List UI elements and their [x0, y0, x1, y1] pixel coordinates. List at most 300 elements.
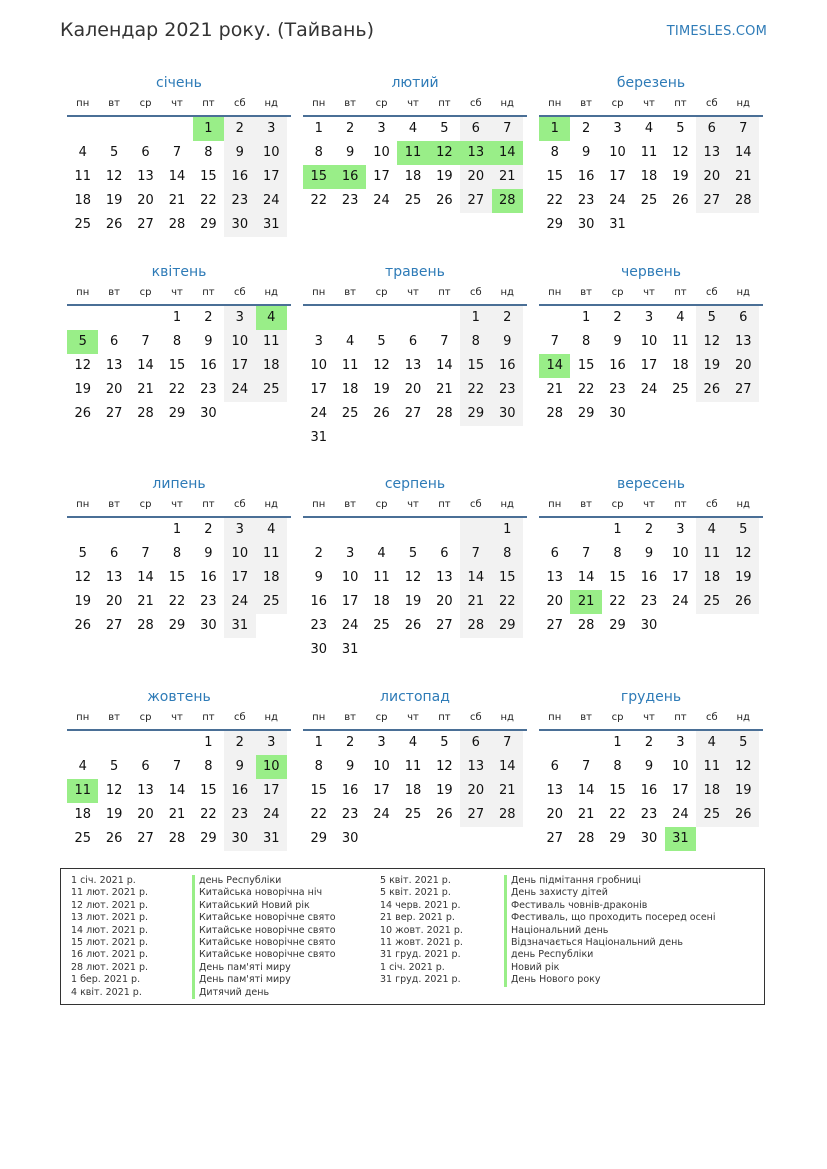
day-cell: 24 [256, 803, 287, 827]
day-cell: 6 [141, 759, 150, 774]
day-cell: 3 [224, 518, 255, 542]
legend-date: 21 вер. 2021 р. [380, 912, 455, 924]
empty-cell [98, 731, 129, 755]
day-cell: 1 [539, 117, 570, 141]
day-cell: 28 [137, 618, 154, 633]
weekday-label: пт [202, 98, 215, 109]
days-grid [539, 306, 763, 426]
weekday-label: ср [611, 499, 624, 510]
day-cell: 13 [696, 141, 727, 165]
day-cell: 5 [440, 735, 449, 750]
day-cell: 5 [676, 121, 685, 136]
day-cell: 23 [341, 193, 359, 208]
weekday-label: вт [580, 98, 592, 109]
day-cell: 22 [609, 807, 626, 822]
day-cell: 4 [676, 310, 685, 325]
weekday-label: нд [500, 712, 514, 723]
weekday-label: чт [171, 712, 183, 723]
holiday-legend [60, 868, 765, 1005]
day-cell: 14 [577, 783, 595, 798]
day-cell: 22 [200, 807, 217, 822]
day-cell: 9 [345, 145, 355, 160]
weekday-label: ср [375, 287, 388, 298]
day-cell: 15 [609, 570, 626, 585]
day-cell: 4 [644, 121, 654, 136]
day-cell: 19 [672, 169, 689, 184]
day-cell: 12 [373, 358, 390, 373]
month-name: лютий [391, 75, 439, 91]
month-name: липень [152, 476, 206, 492]
day-cell: 30 [224, 827, 255, 851]
weekday-label: чт [171, 499, 183, 510]
day-cell: 28 [577, 618, 595, 633]
day-cell: 21 [460, 590, 491, 614]
day-cell: 10 [341, 570, 359, 585]
month-name: жовтень [147, 689, 211, 705]
day-cell: 17 [373, 783, 390, 798]
day-cell: 9 [644, 546, 654, 561]
month-block [303, 687, 527, 851]
day-cell: 22 [546, 193, 563, 208]
weekday-label: чт [171, 98, 183, 109]
day-cell: 19 [105, 807, 123, 822]
day-cell: 11 [696, 755, 727, 779]
day-cell: 27 [460, 803, 491, 827]
empty-cell [67, 306, 98, 330]
weekday-label: вт [108, 287, 120, 298]
day-cell: 18 [404, 169, 422, 184]
weekday-label: пн [548, 499, 562, 510]
day-cell: 25 [74, 831, 91, 846]
days-grid [303, 731, 527, 851]
month-block [67, 474, 291, 638]
day-cell: 2 [613, 310, 622, 325]
day-cell: 23 [310, 618, 327, 633]
day-cell: 24 [310, 406, 327, 421]
weekday-label: сб [233, 499, 246, 510]
day-cell: 29 [546, 217, 563, 232]
day-cell: 31 [609, 217, 626, 232]
day-cell: 24 [341, 618, 359, 633]
day-cell: 8 [172, 334, 182, 349]
day-cell: 14 [137, 358, 154, 373]
day-cell: 4 [377, 546, 386, 561]
day-cell: 24 [224, 590, 255, 614]
day-cell: 23 [224, 189, 255, 213]
weekday-label: пн [312, 499, 326, 510]
legend-date: 11 лют. 2021 р. [71, 887, 148, 899]
day-cell: 13 [460, 755, 491, 779]
day-cell: 4 [696, 731, 727, 755]
day-cell: 7 [440, 334, 449, 349]
day-cell: 24 [373, 193, 390, 208]
legend-holiday-name: День підмітання гробниці [504, 875, 716, 887]
day-cell: 13 [546, 570, 563, 585]
day-cell: 7 [728, 117, 759, 141]
empty-cell [397, 518, 428, 542]
weekday-label: вт [108, 98, 120, 109]
day-cell: 15 [168, 358, 186, 373]
day-cell: 29 [168, 406, 186, 421]
legend-holiday-name: Національний день [504, 925, 716, 937]
day-cell: 10 [256, 755, 287, 779]
day-cell: 12 [105, 783, 123, 798]
month-name: вересень [616, 476, 686, 492]
day-cell: 3 [224, 306, 255, 330]
weekday-label: ср [611, 98, 624, 109]
day-cell: 10 [373, 145, 390, 160]
day-cell: 10 [672, 759, 689, 774]
day-cell: 18 [373, 594, 390, 609]
weekday-label: пн [76, 98, 90, 109]
day-cell: 23 [577, 193, 595, 208]
day-cell: 24 [640, 382, 658, 397]
day-cell: 13 [728, 330, 759, 354]
day-cell: 6 [109, 334, 119, 349]
month-name: травень [385, 264, 445, 280]
legend-holiday-name: Дитячий день [192, 987, 336, 999]
weekday-label: пт [674, 499, 687, 510]
day-cell: 22 [168, 594, 186, 609]
legend-date: 1 бер. 2021 р. [71, 974, 141, 986]
day-cell: 1 [581, 310, 591, 325]
day-cell: 16 [640, 570, 658, 585]
day-cell: 24 [256, 189, 287, 213]
empty-cell [303, 306, 334, 330]
weekday-label: вт [108, 499, 120, 510]
day-cell: 27 [436, 618, 453, 633]
day-cell: 9 [581, 145, 591, 160]
weekday-label: нд [736, 712, 750, 723]
day-cell: 1 [460, 306, 491, 330]
day-cell: 6 [460, 731, 491, 755]
day-cell: 25 [256, 378, 287, 402]
day-cell: 30 [609, 406, 626, 421]
weekday-label: ср [375, 712, 388, 723]
day-cell: 13 [404, 358, 422, 373]
day-cell: 7 [492, 731, 523, 755]
legend-names-left [192, 875, 336, 999]
weekday-label: нд [736, 287, 750, 298]
month-name: серпень [384, 476, 446, 492]
day-cell: 6 [696, 117, 727, 141]
day-cell: 18 [256, 354, 287, 378]
day-cell: 27 [105, 618, 123, 633]
day-cell: 17 [672, 570, 689, 585]
day-cell: 21 [436, 382, 453, 397]
day-cell: 10 [224, 542, 255, 566]
legend-holiday-name: День захисту дітей [504, 887, 716, 899]
day-cell: 17 [640, 358, 658, 373]
legend-holiday-name: день Республіки [504, 949, 716, 961]
day-cell: 7 [141, 334, 150, 349]
day-cell: 17 [609, 169, 626, 184]
day-cell: 1 [492, 518, 523, 542]
day-cell: 16 [200, 358, 217, 373]
day-cell: 30 [200, 618, 217, 633]
day-cell: 2 [345, 735, 355, 750]
day-cell: 6 [141, 145, 150, 160]
day-cell: 18 [640, 169, 658, 184]
weekday-label: сб [705, 712, 718, 723]
month-block [67, 687, 291, 851]
empty-cell [460, 518, 491, 542]
day-cell: 28 [137, 406, 154, 421]
day-cell: 19 [74, 382, 91, 397]
day-cell: 25 [404, 807, 422, 822]
day-cell: 7 [460, 542, 491, 566]
legend-holiday-name: Китайське новорічне свято [192, 925, 336, 937]
day-cell: 16 [334, 165, 365, 189]
day-cell: 31 [665, 827, 696, 851]
day-cell: 27 [137, 217, 154, 232]
weekday-label: ср [375, 98, 388, 109]
day-cell: 16 [640, 783, 658, 798]
weekday-label: пн [312, 98, 326, 109]
day-cell: 8 [460, 330, 491, 354]
day-cell: 27 [137, 831, 154, 846]
day-cell: 2 [204, 522, 213, 537]
day-cell: 20 [546, 807, 563, 822]
day-cell: 8 [550, 145, 559, 160]
day-cell: 15 [200, 783, 217, 798]
legend-date: 13 лют. 2021 р. [71, 912, 148, 924]
legend-holiday-name: Китайське новорічне свято [192, 949, 336, 961]
legend-dates-right [380, 875, 463, 987]
weekday-header [67, 93, 291, 117]
day-cell: 6 [550, 546, 559, 561]
legend-date: 14 черв. 2021 р. [380, 899, 461, 911]
weekday-label: пн [76, 499, 90, 510]
day-cell: 4 [345, 334, 355, 349]
day-cell: 27 [460, 189, 491, 213]
legend-date: 11 жовт. 2021 р. [380, 936, 463, 948]
day-cell: 23 [640, 807, 658, 822]
legend-holiday-name: Відзначається Національний день [504, 937, 716, 949]
day-cell: 25 [404, 193, 422, 208]
empty-cell [539, 306, 570, 330]
day-cell: 1 [613, 522, 622, 537]
day-cell: 15 [546, 169, 563, 184]
day-cell: 15 [303, 165, 334, 189]
day-cell: 20 [137, 807, 154, 822]
month-block [67, 73, 291, 237]
day-cell: 22 [492, 590, 523, 614]
day-cell: 18 [404, 783, 422, 798]
weekday-label: вт [344, 287, 356, 298]
day-cell: 20 [696, 165, 727, 189]
day-cell: 15 [577, 358, 595, 373]
day-cell: 31 [224, 614, 255, 638]
day-cell: 1 [172, 310, 182, 325]
day-cell: 21 [546, 382, 563, 397]
day-cell: 19 [404, 594, 422, 609]
day-cell: 12 [436, 759, 453, 774]
weekday-header [539, 494, 763, 518]
day-cell: 29 [492, 614, 523, 638]
day-cell: 19 [728, 566, 759, 590]
day-cell: 2 [204, 310, 213, 325]
day-cell: 19 [436, 169, 453, 184]
day-cell: 9 [224, 141, 255, 165]
weekday-label: ср [139, 98, 152, 109]
legend-date: 5 квіт. 2021 р. [380, 887, 451, 899]
empty-cell [98, 518, 129, 542]
day-cell: 12 [429, 141, 460, 165]
legend-holiday-name: День пам'яті миру [192, 974, 336, 986]
day-cell: 13 [105, 570, 123, 585]
weekday-label: вт [580, 287, 592, 298]
weekday-label: вт [108, 712, 120, 723]
day-cell: 9 [204, 546, 213, 561]
weekday-label: чт [407, 287, 419, 298]
legend-holiday-name: Китайський Новий рік [192, 900, 336, 912]
day-cell: 12 [728, 542, 759, 566]
weekday-label: нд [264, 287, 278, 298]
day-cell: 3 [676, 735, 685, 750]
day-cell: 5 [408, 546, 418, 561]
weekday-label: нд [500, 499, 514, 510]
day-cell: 3 [377, 121, 386, 136]
day-cell: 26 [728, 590, 759, 614]
day-cell: 12 [696, 330, 727, 354]
day-cell: 3 [644, 310, 654, 325]
day-cell: 25 [373, 618, 390, 633]
day-cell: 25 [696, 590, 727, 614]
day-cell: 14 [460, 566, 491, 590]
day-cell: 28 [577, 831, 595, 846]
weekday-label: пт [202, 499, 215, 510]
weekday-label: чт [407, 499, 419, 510]
day-cell: 8 [581, 334, 591, 349]
day-cell: 6 [408, 334, 418, 349]
day-cell: 30 [341, 831, 359, 846]
day-cell: 5 [67, 330, 98, 354]
day-cell: 13 [105, 358, 123, 373]
day-cell: 24 [373, 807, 390, 822]
weekday-label: нд [264, 712, 278, 723]
day-cell: 9 [492, 330, 523, 354]
day-cell: 3 [314, 334, 323, 349]
days-grid [303, 306, 527, 450]
day-cell: 20 [460, 165, 491, 189]
day-cell: 17 [224, 354, 255, 378]
weekday-label: чт [407, 712, 419, 723]
weekday-label: вт [580, 499, 592, 510]
day-cell: 12 [74, 570, 91, 585]
day-cell: 7 [141, 546, 150, 561]
day-cell: 26 [373, 406, 390, 421]
day-cell: 7 [172, 759, 182, 774]
days-grid [303, 117, 527, 213]
day-cell: 26 [404, 618, 422, 633]
days-grid [539, 518, 763, 638]
legend-holiday-name: день Республіки [192, 875, 336, 887]
site-link[interactable]: TIMESLES.COM [666, 24, 767, 39]
weekday-label: пт [674, 287, 687, 298]
legend-dates-left [71, 875, 148, 999]
weekday-header [303, 93, 527, 117]
day-cell: 7 [172, 145, 182, 160]
day-cell: 11 [67, 779, 98, 803]
day-cell: 23 [609, 382, 626, 397]
month-block [303, 474, 527, 662]
weekday-label: пт [674, 98, 687, 109]
day-cell: 26 [696, 378, 727, 402]
day-cell: 2 [314, 546, 323, 561]
empty-cell [429, 306, 460, 330]
day-cell: 7 [581, 546, 591, 561]
day-cell: 25 [696, 803, 727, 827]
day-cell: 4 [78, 145, 87, 160]
weekday-label: пн [548, 712, 562, 723]
day-cell: 10 [256, 141, 287, 165]
day-cell: 7 [581, 759, 591, 774]
weekday-label: сб [705, 499, 718, 510]
day-cell: 4 [696, 518, 727, 542]
empty-cell [67, 518, 98, 542]
month-name: січень [156, 75, 202, 91]
month-block [539, 474, 763, 638]
day-cell: 20 [728, 354, 759, 378]
weekday-label: нд [736, 499, 750, 510]
day-cell: 22 [609, 594, 626, 609]
day-cell: 13 [460, 141, 491, 165]
day-cell: 1 [314, 121, 323, 136]
day-cell: 10 [672, 546, 689, 561]
weekday-label: нд [500, 98, 514, 109]
day-cell: 11 [256, 542, 287, 566]
empty-cell [539, 731, 570, 755]
day-cell: 6 [440, 546, 449, 561]
day-cell: 5 [440, 121, 449, 136]
day-cell: 16 [609, 358, 626, 373]
day-cell: 18 [672, 358, 689, 373]
day-cell: 13 [436, 570, 453, 585]
empty-cell [161, 731, 192, 755]
day-cell: 22 [310, 807, 327, 822]
day-cell: 14 [539, 354, 570, 378]
day-cell: 10 [609, 145, 626, 160]
day-cell: 14 [168, 169, 186, 184]
weekday-header [303, 282, 527, 306]
day-cell: 4 [256, 518, 287, 542]
day-cell: 27 [546, 618, 563, 633]
day-cell: 11 [74, 169, 91, 184]
weekday-label: сб [233, 98, 246, 109]
weekday-label: сб [469, 287, 482, 298]
day-cell: 28 [728, 189, 759, 213]
day-cell: 14 [436, 358, 453, 373]
month-block [539, 73, 763, 237]
day-cell: 20 [105, 594, 123, 609]
day-cell: 30 [310, 642, 327, 657]
day-cell: 5 [728, 518, 759, 542]
day-cell: 20 [137, 193, 154, 208]
day-cell: 9 [613, 334, 622, 349]
day-cell: 22 [577, 382, 595, 397]
legend-date: 1 січ. 2021 р. [71, 875, 136, 886]
weekday-label: пн [548, 98, 562, 109]
day-cell: 13 [137, 783, 154, 798]
day-cell: 30 [640, 831, 658, 846]
day-cell: 8 [492, 542, 523, 566]
empty-cell [130, 306, 161, 330]
day-cell: 4 [408, 121, 418, 136]
day-cell: 4 [256, 306, 287, 330]
day-cell: 4 [78, 759, 87, 774]
day-cell: 3 [613, 121, 622, 136]
